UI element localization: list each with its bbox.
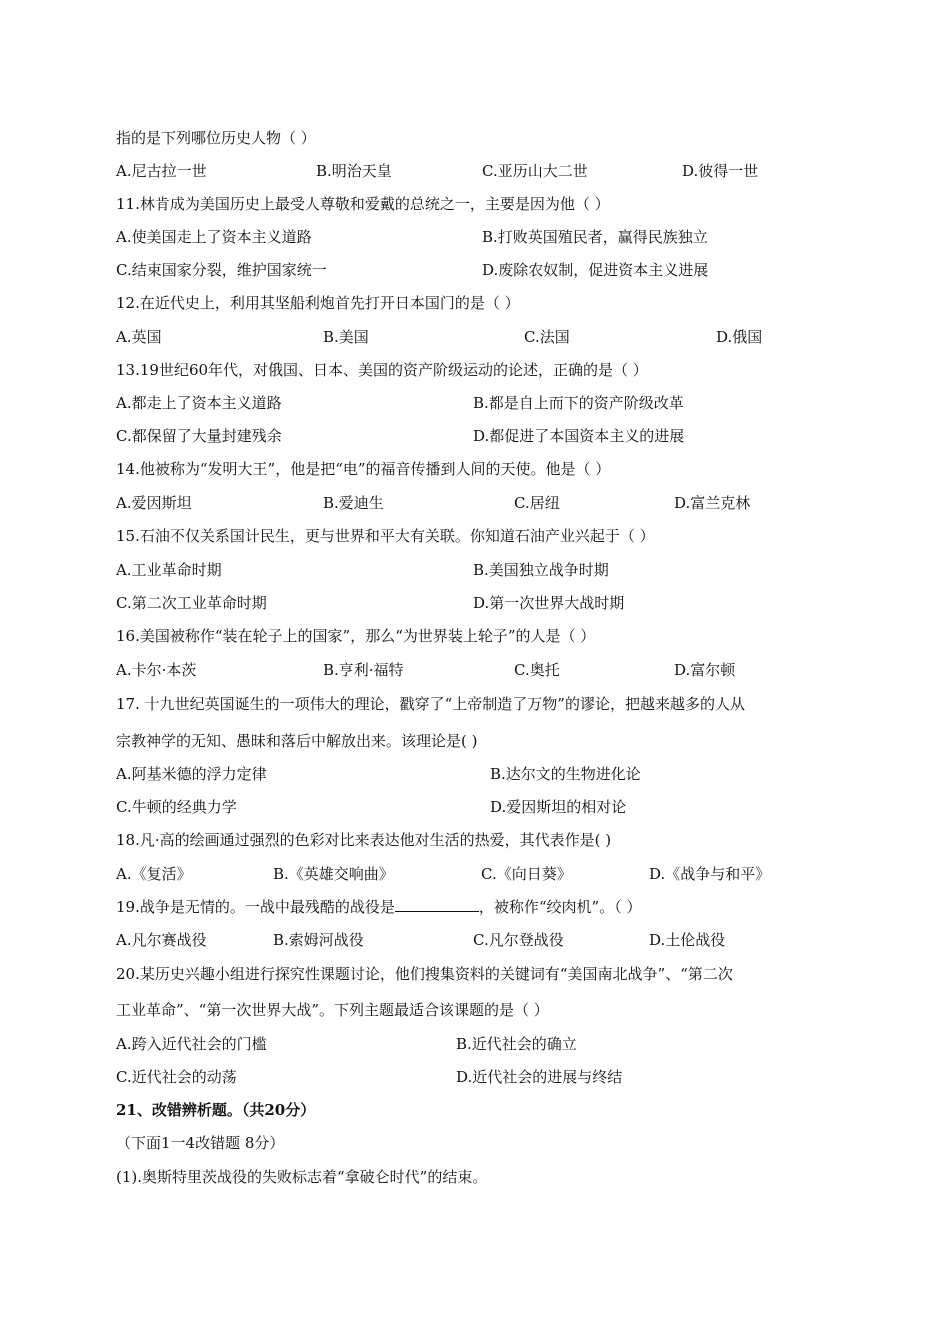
q17-option-b: B.达尔文的生物进化论	[490, 765, 641, 783]
q13-options-row2	[116, 426, 836, 446]
q19-options	[116, 930, 836, 950]
q19-stem-before: 19.战争是无情的。一战中最残酷的战役是	[116, 898, 395, 916]
q19-option-b: B.索姆河战役	[273, 931, 364, 949]
q14-option-c: C.居纽	[514, 494, 560, 512]
q20-option-c: C.近代社会的动荡	[116, 1068, 237, 1086]
q13-option-d: D.都促进了本国资本主义的进展	[473, 427, 685, 445]
q16-stem: 16.美国被称作“装在轮子上的国家”，那么“为世界装上轮子”的人是（ ）	[116, 627, 596, 645]
q10-option-b: B.明治天皇	[316, 162, 392, 180]
q10-options	[116, 161, 836, 181]
q14-options	[116, 493, 836, 513]
q10-option-d: D.彼得一世	[682, 162, 759, 180]
q13-options-row1	[116, 393, 836, 413]
q18-stem: 18.凡·高的绘画通过强烈的色彩对比来表达他对生活的热爱，其代表作是( )	[116, 831, 612, 849]
q15-option-c: C.第二次工业革命时期	[116, 594, 267, 612]
q13-option-b: B.都是自上而下的资产阶级改革	[473, 394, 684, 412]
q11-option-b: B.打败英国殖民者，赢得民族独立	[482, 228, 708, 246]
q16-options	[116, 660, 836, 680]
q11-option-c: C.结束国家分裂，维护国家统一	[116, 261, 327, 279]
q21-subheading: （下面1一4改错题 8分）	[116, 1134, 285, 1152]
q16-option-d: D.富尔顿	[674, 661, 736, 679]
q18-option-c: C.《向日葵》	[481, 865, 572, 883]
q17-option-c: C.牛顿的经典力学	[116, 798, 237, 816]
q17-stem-line1: 17. 十九世纪英国诞生的一项伟大的理论，戳穿了“上帝制造了万物”的谬论，把越来越多的人从	[116, 695, 745, 713]
q19-answer-blank[interactable]	[395, 897, 479, 912]
q12-option-d: D.俄国	[716, 328, 763, 346]
q11-options-row2	[116, 260, 836, 280]
q20-option-a: A.跨入近代社会的门槛	[116, 1035, 267, 1053]
q20-stem-line2: 工业革命”、“第一次世界大战”。下列主题最适合该课题的是（ ）	[116, 1001, 549, 1019]
q14-option-b: B.爱迪生	[323, 494, 384, 512]
q13-stem: 13.19世纪60年代，对俄国、日本、美国的资产阶级运动的论述，正确的是（ ）	[116, 361, 648, 379]
q10-option-c: C.亚历山大二世	[482, 162, 588, 180]
q14-stem: 14.他被称为“发明大王”，他是把“电”的福音传播到人间的天使。他是（ ）	[116, 460, 611, 478]
q11-options-row1	[116, 227, 836, 247]
q12-option-b: B.美国	[323, 328, 369, 346]
q14-option-d: D.富兰克林	[674, 494, 751, 512]
q20-options-row1	[116, 1034, 836, 1054]
q21-item-1: (1).奥斯特里茨战役的失败标志着“拿破仑时代”的结束。	[116, 1168, 488, 1186]
q16-option-a: A.卡尔·本茨	[116, 661, 197, 679]
q12-option-a: A.英国	[116, 328, 162, 346]
q14-option-a: A.爱因斯坦	[116, 494, 192, 512]
q15-options-row2	[116, 593, 836, 613]
q17-options-row1	[116, 764, 836, 784]
q15-option-a: A.工业革命时期	[116, 561, 222, 579]
q18-option-a: A.《复活》	[116, 865, 192, 883]
q10-option-a: A.尼古拉一世	[116, 162, 207, 180]
q19-stem-after: ，被称作“绞肉机”。（ ）	[478, 898, 642, 916]
q17-stem-line2: 宗教神学的无知、愚昧和落后中解放出来。该理论是( )	[116, 732, 478, 750]
q12-options	[116, 327, 836, 347]
q12-stem: 12.在近代史上，利用其坚船利炮首先打开日本国门的是（ ）	[116, 294, 520, 312]
q17-option-a: A.阿基米德的浮力定律	[116, 765, 267, 783]
q18-option-b: B.《英雄交响曲》	[273, 865, 394, 883]
q19-option-d: D.土伦战役	[649, 931, 726, 949]
q11-option-a: A.使美国走上了资本主义道路	[116, 228, 312, 246]
q18-options	[116, 864, 836, 884]
q13-option-c: C.都保留了大量封建残余	[116, 427, 282, 445]
q10-stem-tail: 指的是下列哪位历史人物（ ）	[116, 129, 316, 147]
q15-option-d: D.第一次世界大战时期	[473, 594, 625, 612]
q20-options-row2	[116, 1067, 836, 1087]
q17-option-d: D.爱因斯坦的相对论	[490, 798, 627, 816]
q11-option-d: D.废除农奴制，促进资本主义进展	[482, 261, 709, 279]
q17-options-row2	[116, 797, 836, 817]
q20-option-b: B.近代社会的确立	[456, 1035, 577, 1053]
q15-stem: 15.石油不仅关系国计民生，更与世界和平大有关联。你知道石油产业兴起于（ ）	[116, 527, 655, 545]
q18-option-d: D.《战争与和平》	[649, 865, 771, 883]
q15-options-row1	[116, 560, 836, 580]
q19-option-c: C.凡尔登战役	[473, 931, 564, 949]
q12-option-c: C.法国	[524, 328, 570, 346]
q15-option-b: B.美国独立战争时期	[473, 561, 609, 579]
q13-option-a: A.都走上了资本主义道路	[116, 394, 282, 412]
q19-option-a: A.凡尔赛战役	[116, 931, 207, 949]
q20-stem-line1: 20.某历史兴趣小组进行探究性课题讨论，他们搜集资料的关键词有“美国南北战争”、“第二次	[116, 965, 733, 983]
q11-stem: 11.林肯成为美国历史上最受人尊敬和爱戴的总统之一，主要是因为他（ ）	[116, 195, 610, 213]
q16-option-b: B.亨利·福特	[323, 661, 404, 679]
q16-option-c: C.奥托	[514, 661, 560, 679]
q20-option-d: D.近代社会的进展与终结	[456, 1068, 623, 1086]
q21-heading: 21、改错辨析题。（共20分）	[116, 1101, 316, 1119]
q19-stem	[116, 897, 641, 917]
